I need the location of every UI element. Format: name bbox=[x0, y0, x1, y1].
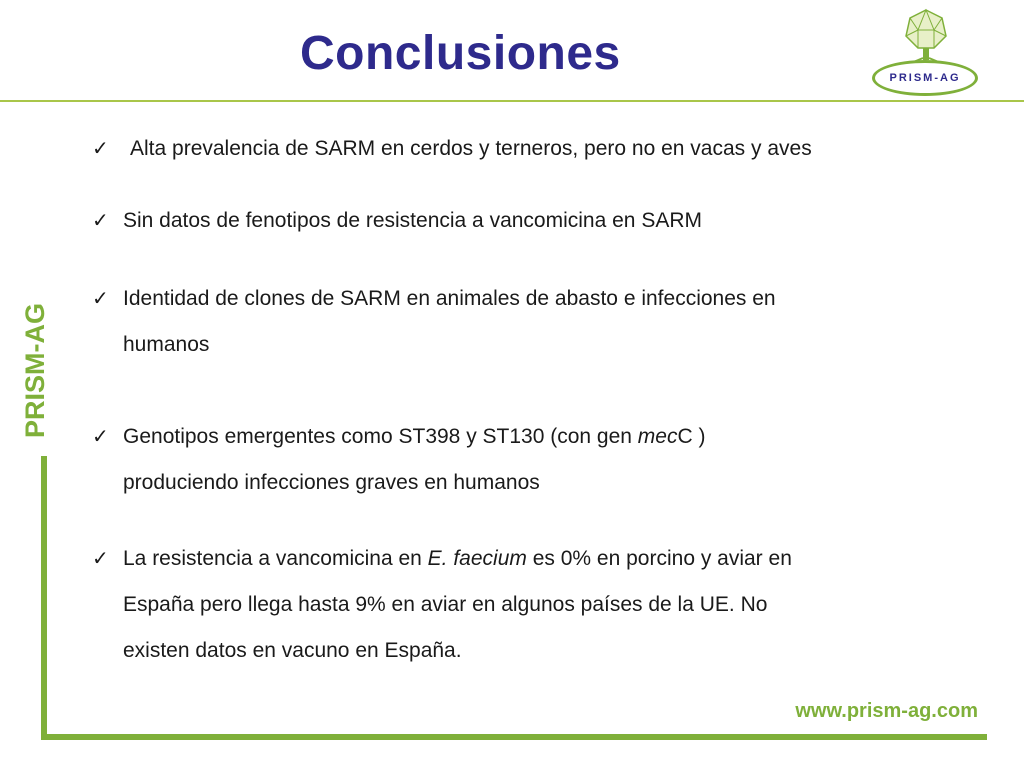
bullet-text-line bbox=[123, 536, 792, 582]
logo-text: PRISM-AG bbox=[889, 72, 961, 84]
side-accent-bar bbox=[41, 456, 47, 740]
bullet-text-line bbox=[123, 414, 705, 460]
bullet-text-segment: Genotipos emergentes como ST398 y ST130 (con gen bbox=[123, 425, 638, 448]
bullet-text-segment: C ) bbox=[677, 425, 706, 448]
check-icon: ✓ bbox=[92, 138, 109, 160]
bullet-text-line: produciendo infecciones graves en humanos bbox=[123, 471, 540, 494]
bullet-item bbox=[92, 414, 705, 506]
side-brand-label: PRISM-AG bbox=[20, 303, 50, 438]
title-divider bbox=[0, 100, 1024, 102]
bullet-text-line: existen datos en vacuno en España. bbox=[123, 639, 462, 662]
bullet-text: Alta prevalencia de SARM en cerdos y terneros, pero no en vacas y aves bbox=[130, 137, 812, 160]
logo-badge bbox=[872, 60, 978, 96]
check-icon: ✓ bbox=[92, 288, 109, 310]
slide-title: Conclusiones bbox=[300, 27, 621, 80]
check-icon: ✓ bbox=[92, 426, 109, 448]
bullet-text-line: España pero llega hasta 9% en aviar en algunos países de la UE. No bbox=[123, 593, 768, 616]
check-icon: ✓ bbox=[92, 548, 109, 570]
bullet-item bbox=[92, 276, 776, 368]
bullet-text-line: humanos bbox=[123, 333, 210, 356]
prism-ag-logo bbox=[872, 6, 980, 100]
bullet-text-italic: E. faecium bbox=[427, 547, 527, 570]
bullet-text-segment: es 0% en porcino y aviar en bbox=[526, 547, 792, 570]
bullet-text-segment: La resistencia a vancomicina en bbox=[123, 547, 428, 570]
bullet-text: Sin datos de fenotipos de resistencia a vancomicina en SARM bbox=[123, 209, 702, 232]
bullet-text-italic: mec bbox=[637, 425, 678, 448]
bullet-item bbox=[92, 536, 792, 674]
check-icon: ✓ bbox=[92, 210, 109, 232]
bottom-accent-bar bbox=[41, 734, 987, 740]
bullet-text-line: Identidad de clones de SARM en animales de abasto e infecciones en bbox=[123, 287, 776, 310]
footer-url[interactable]: www.prism-ag.com bbox=[795, 700, 978, 722]
virus-icon bbox=[872, 6, 980, 68]
bullet-item bbox=[92, 198, 702, 244]
bullet-item bbox=[92, 126, 812, 172]
